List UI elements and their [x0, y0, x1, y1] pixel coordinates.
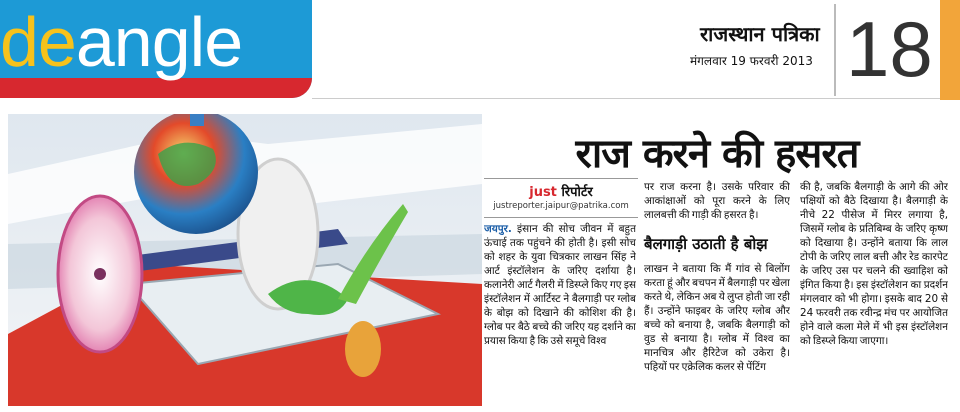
article-column-1: [484, 222, 636, 408]
newspaper-name: राजस्थान पत्रिका: [700, 22, 820, 46]
byline-label: रिपोर्टर: [561, 185, 593, 200]
article-text-3: की है, जबकि बैलगाड़ी के आगे की ओर पक्षियों को बैठे दिखाया है। बैलगाड़ी के नीचे 22 पीसेज में मिरर लगाया है, जिसमें ग्लोब के प्रतिबिम्ब के जरिए कृष्ण को दिखाया है। उन्होंने बताया कि लाल टोपी के जरिए लाल बत्ती और रेड कारपेट के जरिए उस पर चलने की ख्वाहिश को इंगित किया है। इस इंस्टॉलेशन का प्रदर्शन मंगलवार को भी होगा। इसके बाद 20 से 24 फरवरी तक रवीन्द्र मंच पर आयोजित होने वाले कला मेले में भी इस इंस्टॉलेशन को डिस्प्ले किया जाएगा।: [800, 181, 948, 347]
masthead-divider: [834, 4, 836, 96]
byline: [484, 182, 638, 200]
article-text-1: इंसान की सोच जीवन में बहुत ऊंचाई तक पहुंचने की होती है। इसी सोच को शहर के युवा चित्रकार लाखन सिंह ने आर्ट इंस्टॉलेशन के जरिए दर्शाया है। कलानेरी आर्ट गैलरी में डिस्प्ले किए गए इस इंस्टॉलेशन में आर्टिस्ट ने बैलगाड़ी पर ग्लोब के बोझ को दिखाने की कोशिश की है। ग्लोब पर बैठे बच्चे की जरिए यह दर्शाने का प्रयास किया है कि उसे समूचे विश्व: [484, 223, 636, 347]
article-column-3: [800, 180, 948, 408]
section-logo-prefix: de: [0, 3, 76, 81]
section-logo-word: angle: [75, 3, 243, 81]
byline-box: [484, 178, 638, 218]
article-column-2b: [644, 262, 790, 408]
wheel-hub: [94, 268, 106, 280]
child-figure: [190, 114, 204, 126]
issue-date: मंगलवार 19 फरवरी 2013: [690, 54, 813, 68]
section-logo: [0, 2, 242, 82]
art-installation-illustration: [8, 114, 482, 406]
section-banner: [0, 0, 312, 98]
art-installation-photo: [8, 114, 482, 406]
article-text-2b: लाखन ने बताया कि मैं गांव से बिलोंग करता हूं और बचपन में बैलगाड़ी पर खेला करते थे, लेकिन अब ये लुप्त होती जा रही हैं। उन्होंने फाइबर के जरिए ग्लोब और बच्चे को बनाया है, जबकि बैलगाड़ी को वुड से बनाया है। ग्लोब में विश्व का मानचित्र और हैरिटेज को उकेरा है। पहियों पर एक्रेलिक कलर से पेंटिंग: [644, 263, 790, 373]
article-text-2: पर राज करना है। उसके परिवार की आकांक्षाओं को पूरा करने के लिए लालबत्ती की गाड़ी की हसरत है।: [644, 181, 790, 221]
page-number: 18: [846, 5, 933, 93]
article-column-2: [644, 180, 790, 230]
dateline: जयपुर.: [484, 223, 512, 235]
headline: राज करने की हसरत: [575, 131, 859, 177]
subheading: बैलगाड़ी उठाती है बोझ: [644, 235, 768, 253]
byline-brand: just: [529, 185, 557, 200]
bull-figure: [345, 321, 381, 377]
byline-email: justreporter.jaipur@patrika.com: [493, 201, 629, 211]
masthead-rule: [312, 98, 940, 99]
page-corner-tab: [940, 0, 960, 100]
